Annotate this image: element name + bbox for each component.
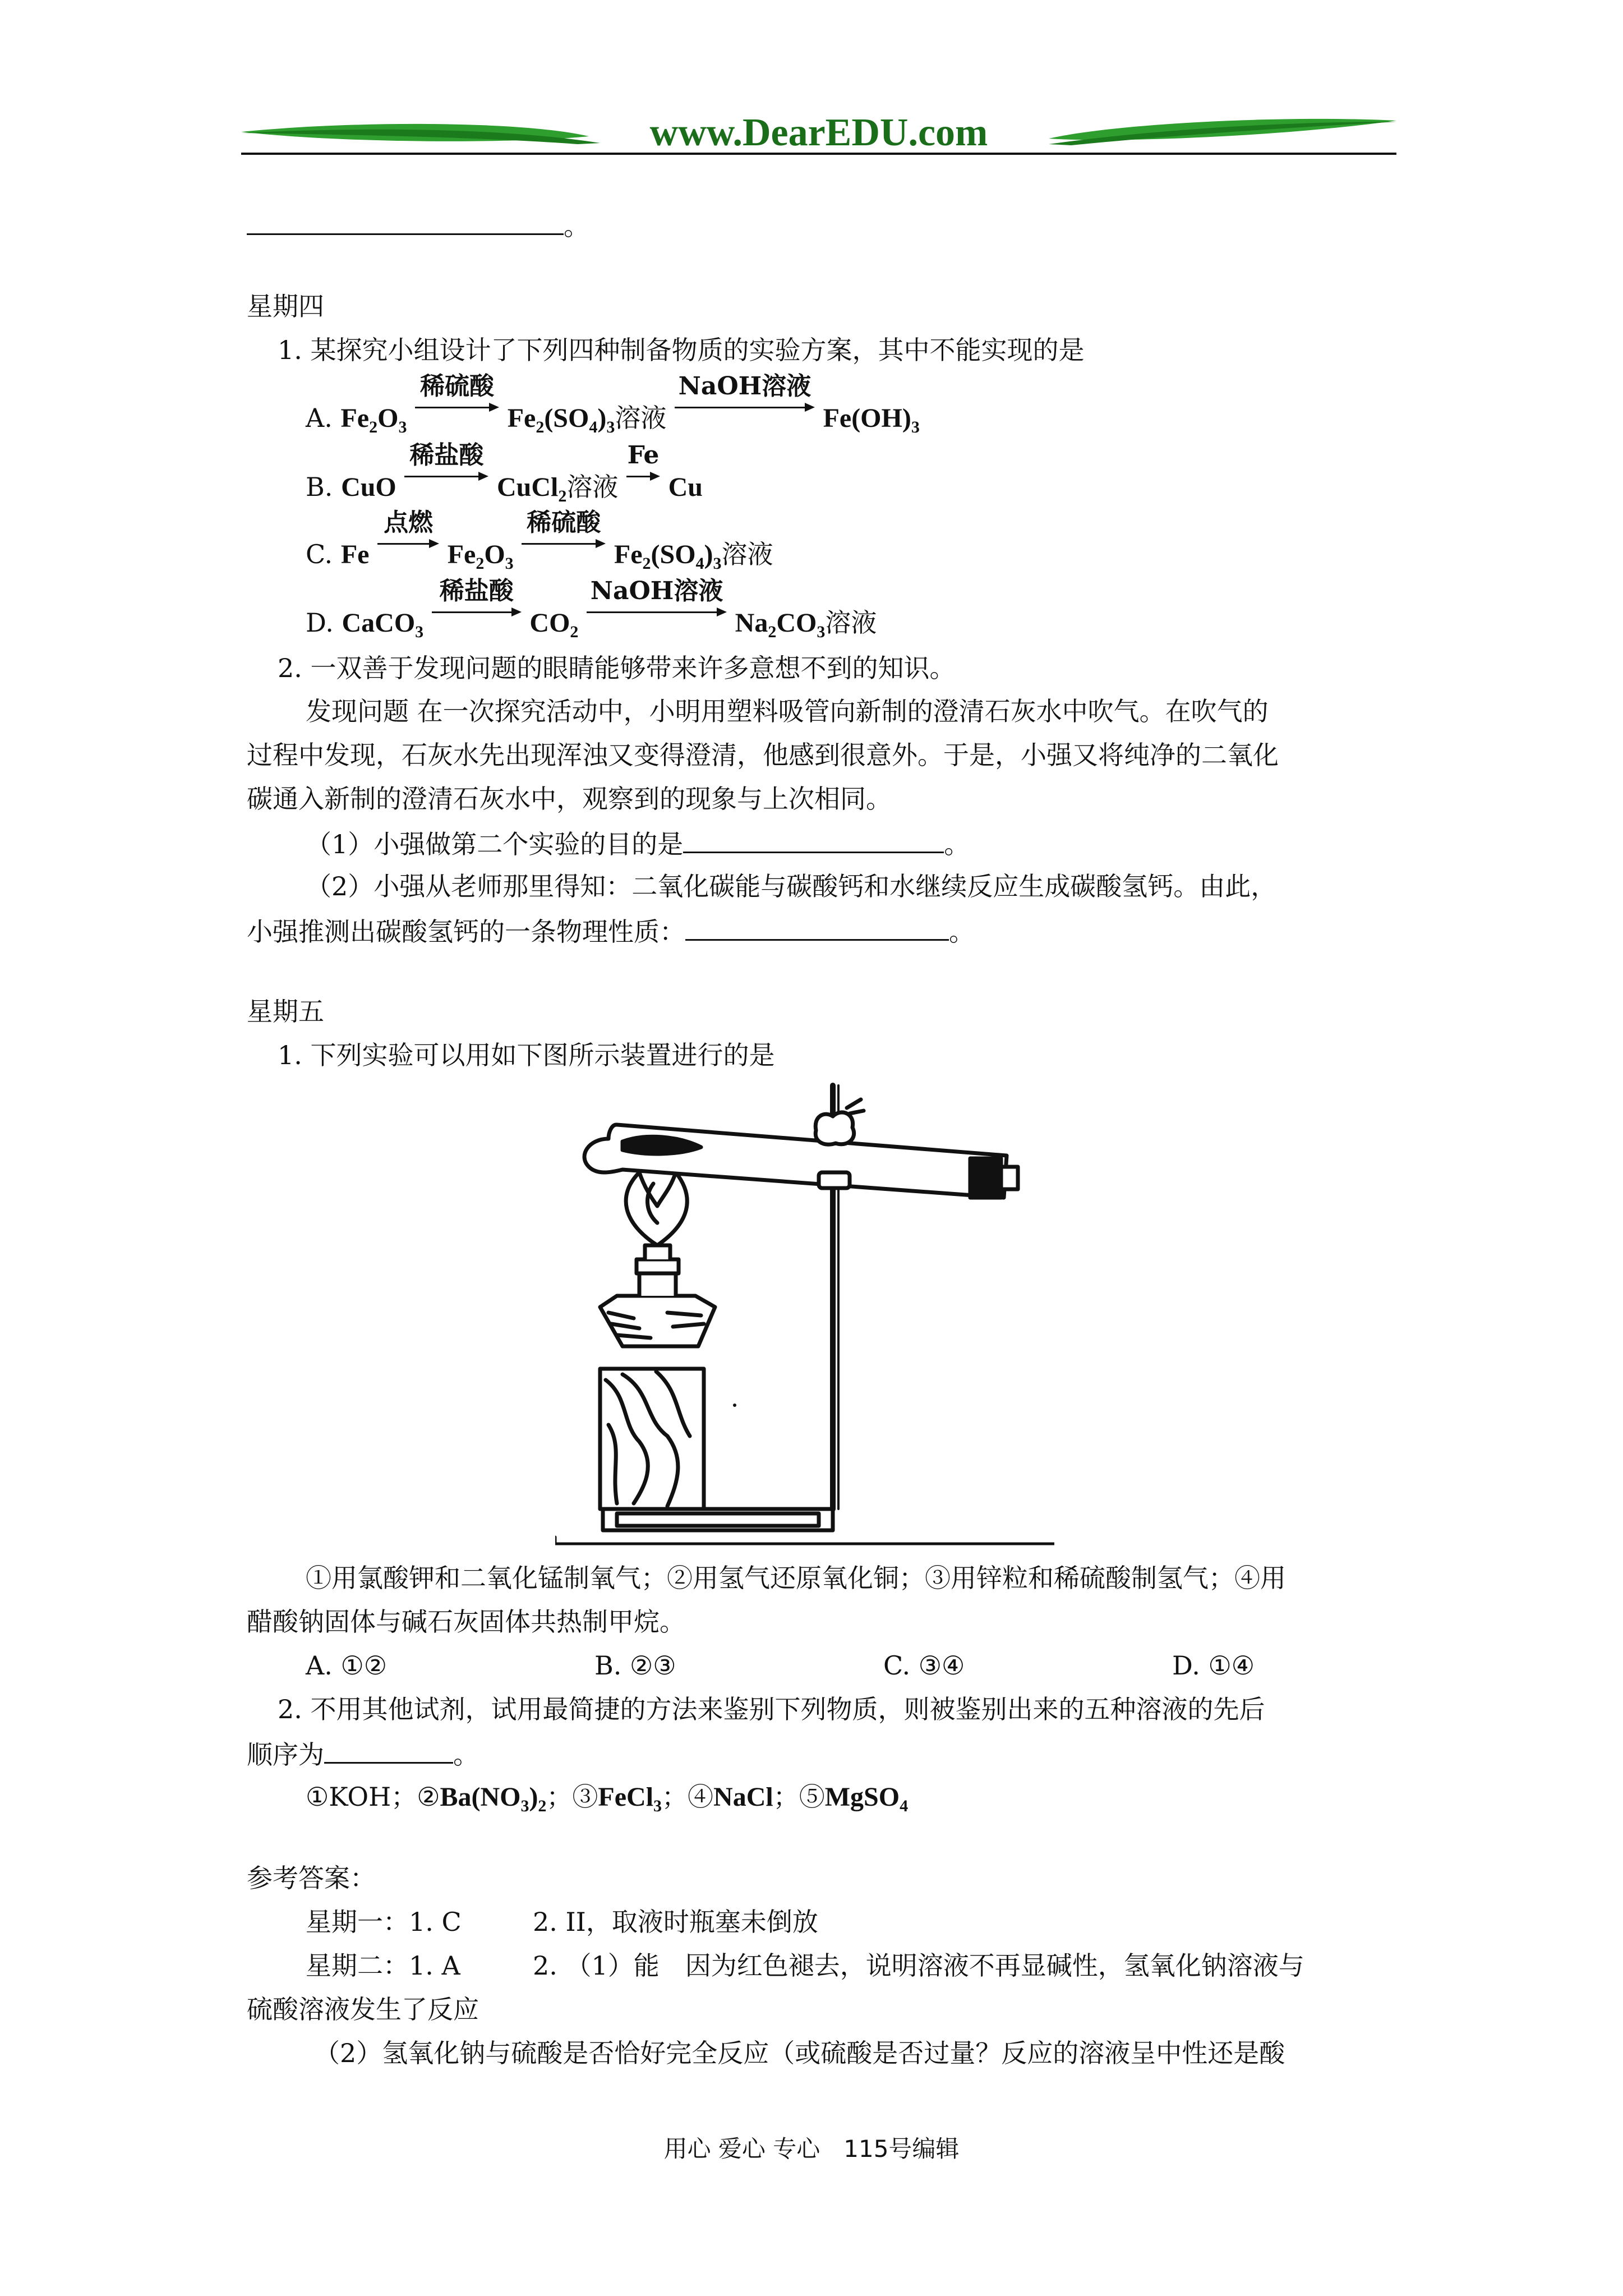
question-text-cont: 顺序为 。 (247, 1737, 479, 1770)
options-statement-cont: 醋酸钠固体与碱石灰固体共热制甲烷。 (247, 1607, 685, 1637)
sub-question-2: （2）小强从老师那里得知：二氧化碳能与碳酸钙和水继续反应生成碳酸氢钙。由此， (306, 871, 1277, 901)
reaction-arrow: Fe (626, 464, 660, 496)
choice-a: A. ①② (306, 1650, 387, 1681)
option-a: A. $Fe_2O_3$ 稀硫酸 $Fe_2(SO_4)_3$溶液 NaOH溶液 $Fe(OH)_3$ (306, 372, 920, 436)
question-text: 2. 不用其他试剂，试用最简捷的方法来鉴别下列物质，则被鉴别出来的五种溶液的先后 (278, 1694, 1265, 1724)
option-d: D. CaCO$_3$ 稀盐酸 $CO_2$ NaOH溶液 $Na_2CO_3$溶液 (306, 577, 877, 641)
sub-question-2-cont: 小强推测出碳酸氢钙的一条物理性质： 。 (247, 914, 975, 947)
continuation-line: 。 (247, 209, 589, 242)
sub-question-1: （1）小强做第二个实验的目的是 。 (306, 827, 970, 860)
answer-blank (685, 914, 949, 941)
reaction-arrow: 稀硫酸 (522, 532, 606, 563)
option-b: B. CuO 稀盐酸 CuCl$_2$溶液 Fe Cu (306, 441, 703, 505)
apparatus-figure (555, 1077, 1054, 1559)
site-name: www.DearEDU.com (649, 111, 988, 154)
answer-blank (683, 827, 944, 853)
question-text: 2. 一双善于发现问题的眼睛能够带来许多意想不到的知识。 (278, 653, 956, 683)
day-heading-thursday: 星期四 (247, 291, 324, 321)
answer-tuesday-3: 硫酸溶液发生了反应 (247, 1994, 479, 2024)
header-rule (241, 153, 1396, 155)
page-footer: 用心 爱心 专心 115号编辑 (663, 2135, 960, 2162)
choice-c: C. ③④ (883, 1650, 965, 1681)
question-text: 1. 下列实验可以用如下图所示装置进行的是 (278, 1040, 775, 1070)
question-text: 1. 某探究小组设计了下列四种制备物质的实验方案，其中不能实现的是 (278, 335, 1085, 365)
choice-d: D. ①④ (1172, 1650, 1255, 1681)
answer-monday: 星期一：1. C (306, 1907, 462, 1937)
paragraph-line: 碳通入新制的澄清石灰水中，观察到的现象与上次相同。 (247, 784, 892, 814)
paragraph-line: 发现问题 在一次探究活动中，小明用塑料吸管向新制的澄清石灰水中吹气。在吹气的 (306, 696, 1269, 726)
answer-monday-2: 2. II，取液时瓶塞未倒放 (533, 1907, 818, 1937)
reaction-arrow: NaOH溶液 (675, 395, 815, 427)
answer-tuesday: 星期二：1. A (306, 1950, 460, 1981)
answer-blank (324, 1737, 453, 1764)
options-statement: ①用氯酸钾和二氧化锰制氧气；②用氢气还原氧化铜；③用锌粒和稀硫酸制氢气；④用 (306, 1563, 1286, 1593)
choice-b: B. ②③ (594, 1650, 676, 1681)
answer-blank (247, 209, 564, 235)
answer-tuesday-4: （2）氢氧化钠与硫酸是否恰好完全反应（或硫酸是否过量？反应的溶液呈中性还是酸 (314, 2038, 1285, 2068)
reaction-arrow: 稀盐酸 (404, 464, 488, 496)
answer-tuesday-2: 2. （1）能 因为红色褪去，说明溶液不再显碱性，氢氧化钠溶液与 (533, 1950, 1304, 1981)
reaction-arrow: 稀盐酸 (432, 600, 522, 632)
paragraph-line: 过程中发现，石灰水先出现浑浊又变得澄清，他感到很意外。于是，小强又将纯净的二氧化 (247, 740, 1279, 770)
reaction-arrow: 点燃 (377, 532, 439, 563)
reaction-arrow: NaOH溶液 (587, 600, 727, 632)
day-heading-friday: 星期五 (247, 996, 324, 1027)
option-c: C. Fe 点燃 $Fe_2O_3$ 稀硫酸 $Fe_2(SO_4)_3$溶液 (306, 508, 773, 573)
reaction-arrow: 稀硫酸 (415, 395, 499, 427)
answers-title: 参考答案： (247, 1863, 376, 1893)
substance-list: ①KOH；$②Ba(NO_3)_2$；③FeCl$_3$；④NaCl；⑤MgSO$_4$ (306, 1782, 909, 1815)
